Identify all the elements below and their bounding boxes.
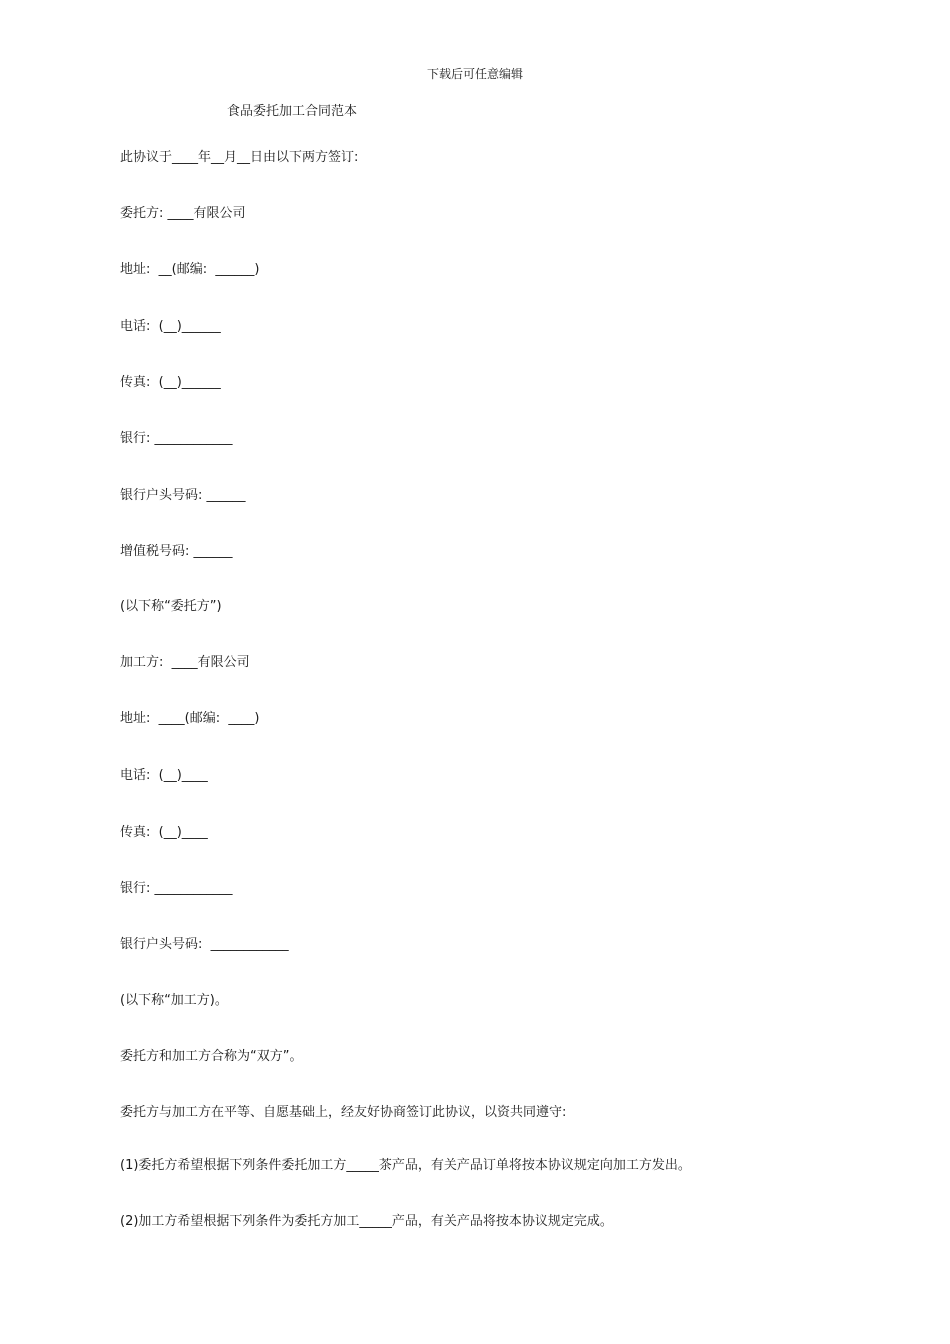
parties-definition-line: 委托方和加工方合称为“双方”。 — [120, 1049, 303, 1064]
processor-address-line: 地址: ____(邮编: ____) — [120, 711, 260, 726]
client-address-line: 地址: __(邮编: ______) — [120, 262, 260, 277]
client-alias-line: (以下称“委托方”) — [120, 599, 222, 614]
header-note: 下载后可任意编辑 — [426, 67, 523, 81]
processor-fax-line: 传真: (__)____ — [120, 825, 208, 840]
client-phone-line: 电话: (__)______ — [120, 319, 221, 334]
processor-phone-line: 电话: (__)____ — [120, 768, 208, 783]
clause-2: (2)加工方希望根据下列条件为委托方加工_____产品，有关产品将按本协议规定完成。 — [120, 1214, 613, 1229]
processor-alias-line: (以下称“加工方)。 — [120, 993, 228, 1008]
processor-bank-line: 银行: ____________ — [120, 881, 233, 896]
processor-company-line: 加工方: ____有限公司 — [120, 655, 250, 670]
client-vat-line: 增值税号码: ______ — [120, 544, 233, 559]
processor-account-line: 银行户头号码: ____________ — [120, 937, 289, 952]
preamble-line: 委托方与加工方在平等、自愿基础上，经友好协商签订此协议，以资共同遵守: — [120, 1105, 567, 1120]
clause-1: (1)委托方希望根据下列条件委托加工方_____茶产品，有关产品订单将按本协议规定向加工方发出。 — [120, 1158, 691, 1173]
client-fax-line: 传真: (__)______ — [120, 375, 221, 390]
client-company-line: 委托方: ____有限公司 — [120, 206, 246, 221]
document-title: 食品委托加工合同范本 — [227, 104, 358, 119]
client-account-line: 银行户头号码: ______ — [120, 488, 246, 503]
agreement-date-line: 此协议于____年__月__日由以下两方签订: — [120, 150, 359, 165]
client-bank-line: 银行: ____________ — [120, 431, 233, 446]
